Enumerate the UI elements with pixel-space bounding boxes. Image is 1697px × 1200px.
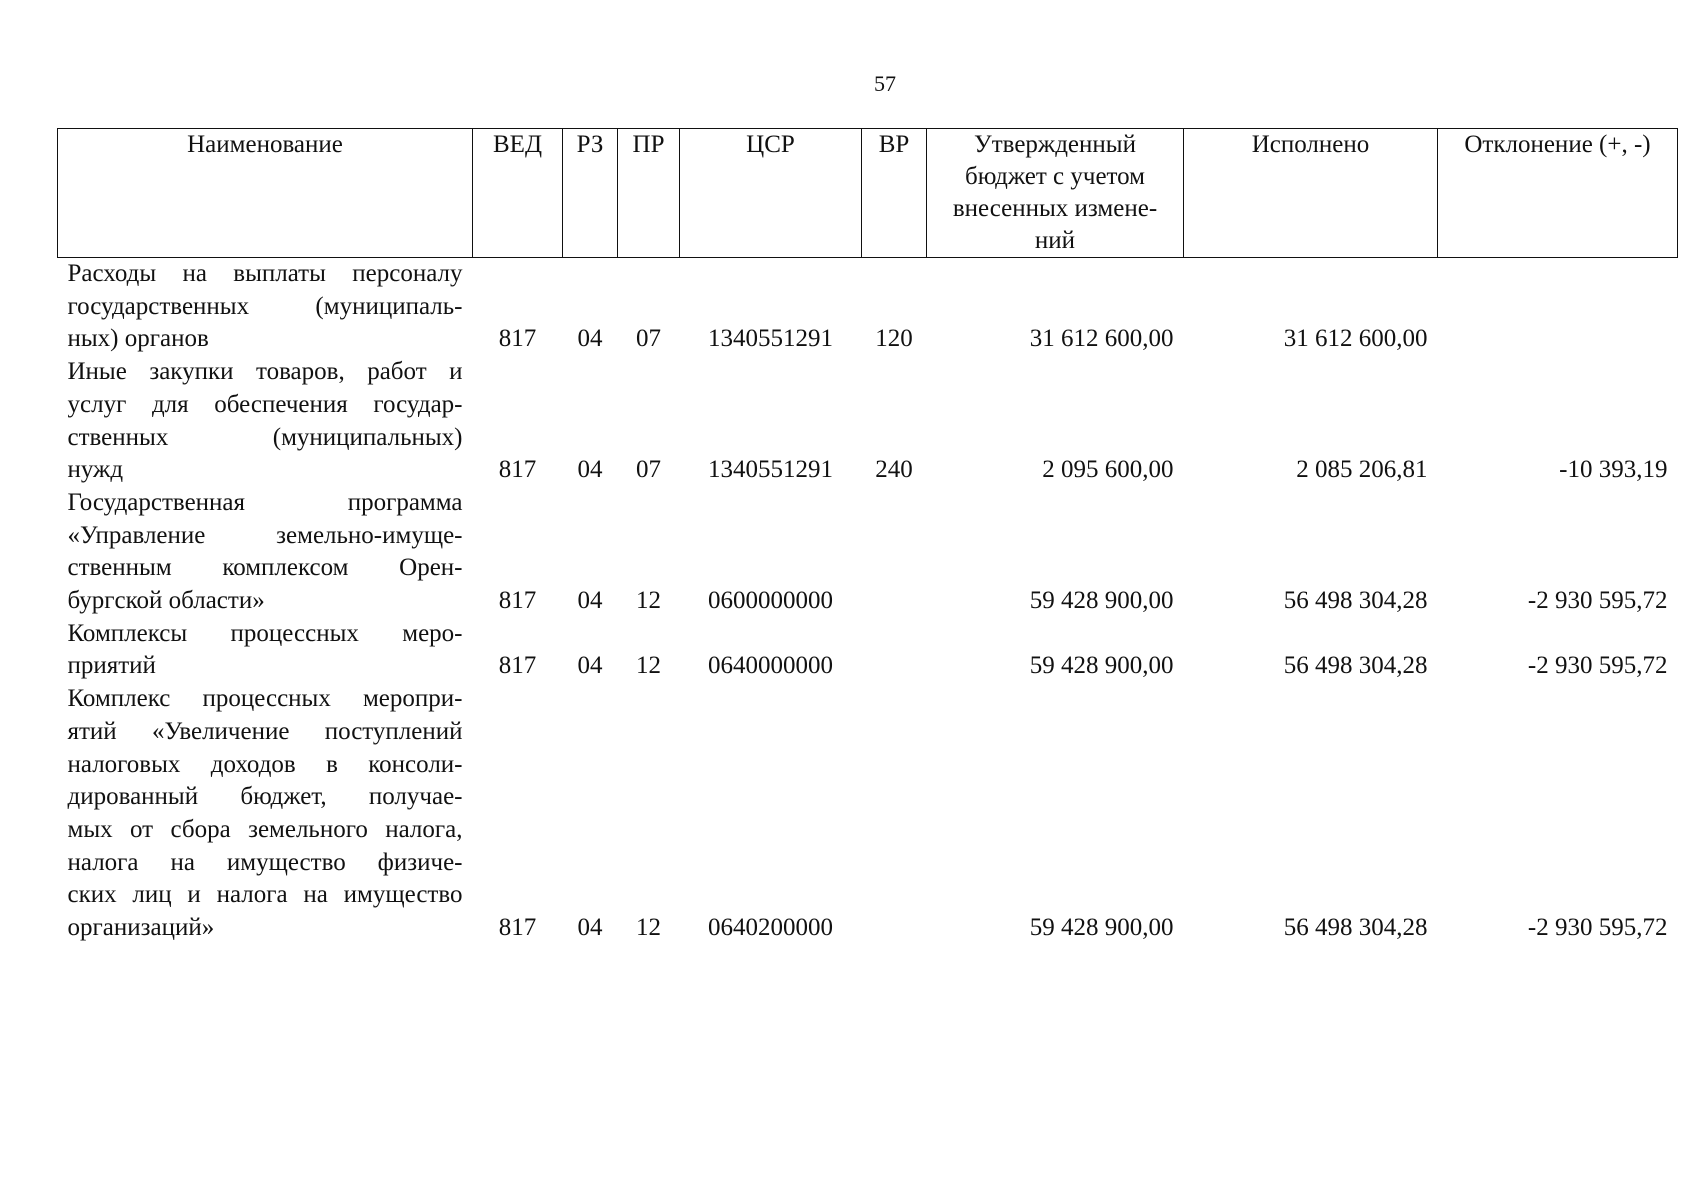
table-row: [58, 683, 1678, 945]
row-name: [58, 683, 473, 945]
row-deviation: -2 930 595,72: [1527, 652, 1668, 680]
table-row: [58, 258, 1678, 357]
row-name: [58, 487, 473, 618]
row-csr: 0640000000: [708, 652, 833, 680]
row-name: [58, 258, 473, 357]
header-approved: Утвержденный бюджет с учетом внесенных измене-ний: [927, 129, 1184, 258]
table-header: [58, 129, 1678, 258]
row-executed: 2 085 206,81: [1296, 456, 1428, 484]
row-name-line: налога на имущество физиче-: [67, 848, 463, 876]
row-name-line: ских лиц и налога на имущество: [67, 881, 463, 909]
row-pr: 12: [636, 652, 661, 680]
row-name-line: бургской области»: [67, 587, 265, 615]
row-csr: 1340551291: [708, 325, 833, 353]
row-name-line: Иные закупки товаров, работ и: [67, 358, 463, 386]
row-vr: [862, 487, 927, 618]
row-rz: 04: [577, 914, 603, 942]
row-deviation: -10 393,19: [1559, 456, 1668, 484]
row-name-line: ственным комплексом Орен-: [67, 554, 463, 582]
row-deviation: -2 930 595,72: [1527, 914, 1668, 942]
row-vr: 120: [875, 325, 913, 353]
row-rz: 04: [577, 587, 603, 615]
row-approved: 31 612 600,00: [1029, 325, 1174, 353]
row-deviation: [1438, 258, 1678, 357]
row-ved: 817: [498, 325, 537, 353]
row-name-line: услуг для обеспечения государ-: [67, 390, 463, 418]
row-executed: 56 498 304,28: [1283, 652, 1428, 680]
header-pr: ПР: [618, 129, 680, 258]
row-name-line: ятий «Увеличение поступлений: [67, 717, 463, 745]
row-rz: 04: [577, 325, 603, 353]
row-pr: 07: [636, 325, 661, 353]
table-row: [58, 618, 1678, 683]
row-name-line: Государственная программа: [67, 488, 463, 516]
header-csr: ЦСР: [680, 129, 862, 258]
table-row: [58, 356, 1678, 487]
row-name-line: мых от сбора земельного налога,: [67, 815, 463, 843]
row-executed: 31 612 600,00: [1283, 325, 1428, 353]
row-ved: 817: [498, 456, 537, 484]
row-approved: 59 428 900,00: [1029, 587, 1174, 615]
row-executed: 56 498 304,28: [1283, 914, 1428, 942]
row-name-line: Расходы на выплаты персоналу: [67, 260, 463, 287]
row-csr: 1340551291: [708, 456, 833, 484]
row-name-line: государственных (муниципаль-: [67, 292, 463, 320]
row-pr: 07: [636, 456, 661, 484]
row-ved: 817: [498, 587, 537, 615]
page-number: 57: [874, 71, 896, 96]
row-vr: [862, 618, 927, 683]
row-pr: 12: [636, 914, 661, 942]
row-ved: 817: [498, 652, 537, 680]
header-rz: РЗ: [563, 129, 618, 258]
row-name-line: Комплексы процессных меро-: [67, 619, 463, 647]
row-vr: [862, 683, 927, 945]
row-deviation: -2 930 595,72: [1527, 587, 1668, 615]
row-name-line: налоговых доходов в консоли-: [67, 750, 463, 778]
header-vr: ВР: [862, 129, 927, 258]
row-name-line: нужд: [67, 456, 124, 484]
row-name-line: организаций»: [67, 914, 215, 942]
row-rz: 04: [577, 456, 603, 484]
table-body: [58, 258, 1678, 945]
row-csr: 0640200000: [708, 914, 833, 942]
row-vr: 240: [875, 456, 913, 484]
row-csr: 0600000000: [708, 587, 833, 615]
row-approved: 59 428 900,00: [1029, 652, 1174, 680]
row-approved: 59 428 900,00: [1029, 914, 1174, 942]
row-approved: 2 095 600,00: [1042, 456, 1174, 484]
row-pr: 12: [636, 587, 661, 615]
header-ved: ВЕД: [473, 129, 563, 258]
row-ved: 817: [498, 914, 537, 942]
row-name-line: «Управление земельно-имуще-: [67, 521, 463, 549]
row-name-line: ных) органов: [67, 325, 209, 353]
header-deviation: Отклонение (+, -): [1438, 129, 1678, 258]
row-executed: 56 498 304,28: [1283, 587, 1428, 615]
row-name: [58, 618, 473, 683]
row-name-line: приятий: [67, 652, 156, 680]
row-name-line: Комплекс процессных меропри-: [67, 685, 463, 713]
table-row: [58, 487, 1678, 618]
row-name-line: ственных (муниципальных): [67, 423, 463, 451]
row-name: [58, 356, 473, 487]
row-name-line: дированный бюджет, получае-: [67, 783, 463, 811]
budget-table: [57, 128, 1678, 945]
header-executed: Исполнено: [1184, 129, 1438, 258]
row-rz: 04: [577, 652, 603, 680]
header-name: Наименование: [58, 129, 473, 258]
